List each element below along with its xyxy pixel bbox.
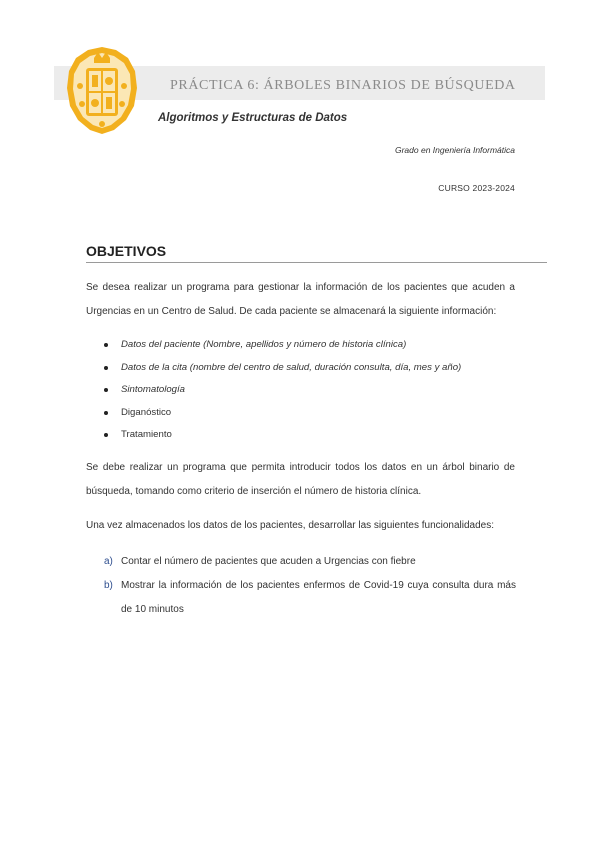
degree-name: Grado en Ingeniería Informática <box>394 145 515 155</box>
task-marker: a) <box>104 556 113 567</box>
task-marker: b) <box>104 580 113 591</box>
list-item: Datos de la cita (nombre del centro de salud, duración consulta, día, mes y año) <box>86 357 461 380</box>
bullet-icon <box>104 343 108 347</box>
list-item: Tratamiento <box>86 424 461 447</box>
list-item: Sintomatología <box>86 379 461 402</box>
list-item: Diganóstico <box>86 402 461 425</box>
patient-info-list <box>86 334 461 447</box>
course-subject: Algoritmos y Estructuras de Datos <box>158 112 348 124</box>
bullet-icon <box>104 366 108 370</box>
bullet-icon <box>104 388 108 392</box>
task-item <box>104 574 516 622</box>
intro-paragraph: Se desea realizar un programa para gestionar la información de los pacientes que acuden a Urgencias en un Centro de Salud. De cada paciente se almacenará la siguiente información: <box>86 282 515 317</box>
bullet-icon <box>104 433 108 437</box>
bullet-icon <box>104 411 108 415</box>
academic-year: CURSO 2023-2024 <box>438 183 515 193</box>
bst-paragraph: Se debe realizar un programa que permita introducir todos los datos en un árbol binario de búsqueda, tomando como criterio de inserción el número de historia clínica. <box>86 462 515 497</box>
task-text: Mostrar la información de los pacientes enfermos de Covid-19 cuya consulta dura más de 10 minutos <box>121 580 516 615</box>
university-crest-icon <box>64 44 140 136</box>
task-list <box>104 550 516 622</box>
page-title: PRÁCTICA 6: ÁRBOLES BINARIOS DE BÚSQUEDA <box>170 78 516 93</box>
task-text: Contar el número de pacientes que acuden a Urgencias con fiebre <box>121 556 416 567</box>
section-divider <box>86 262 547 263</box>
task-item <box>104 550 516 574</box>
section-heading: OBJETIVOS <box>86 243 167 259</box>
list-item: Datos del paciente (Nombre, apellidos y número de historia clínica) <box>86 334 461 357</box>
functionality-intro: Una vez almacenados los datos de los pacientes, desarrollar las siguientes funcionalidades: <box>86 520 495 531</box>
